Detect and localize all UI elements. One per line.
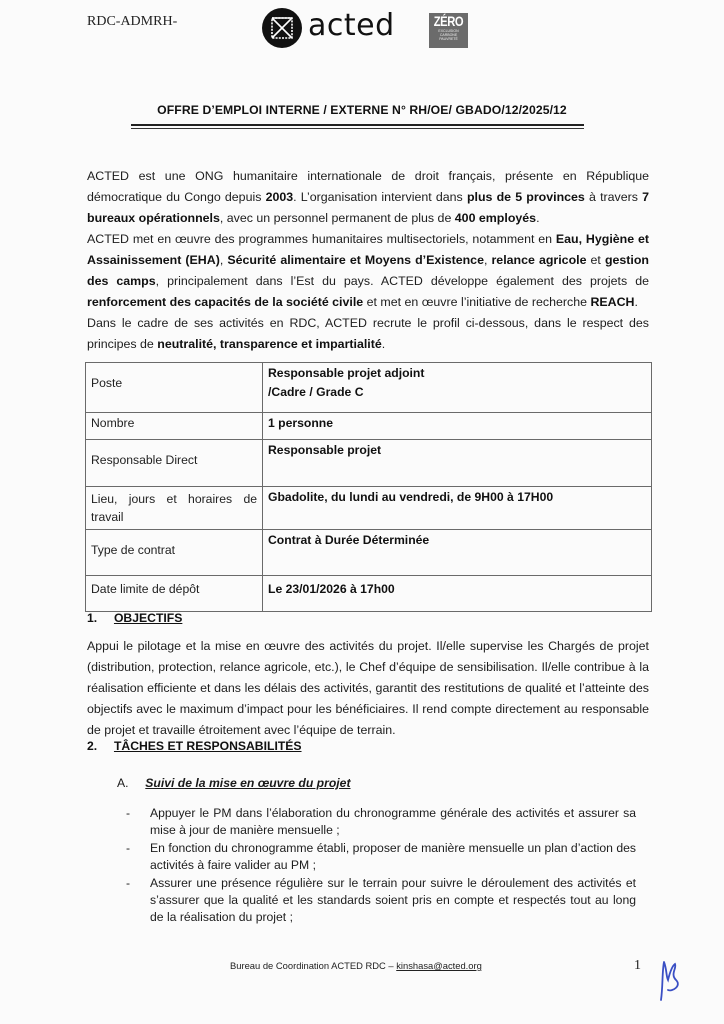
acted-logo-mark-icon — [262, 8, 302, 48]
zero-logo-main: ZÉRO — [433, 13, 464, 29]
bold-text-run: gestion des camps — [87, 253, 649, 288]
table-value: Le 23/01/2026 à 17h00 — [263, 576, 652, 612]
handwritten-initials-icon — [658, 958, 684, 1009]
intro-paragraph-2 — [87, 229, 649, 313]
bullet-text: Appuyer le PM dans l’élaboration du chronogramme générale des activités et assurer sa mise à jour de manière mensuelle ; — [150, 806, 636, 838]
table-value: Contrat à Durée Déterminée — [263, 530, 652, 576]
table-row-date-limite — [86, 576, 652, 612]
table-key: Responsable Direct — [86, 440, 263, 487]
subsection-heading-suivi — [117, 776, 351, 790]
table-key: Lieu, jours et horaires de travail — [86, 487, 263, 530]
job-offer-title: OFFRE D’EMPLOI INTERNE / EXTERNE N° RH/OE/ GBADO/12/2025/12 — [157, 103, 567, 117]
footer-text: Bureau de Coordination ACTED RDC – — [230, 960, 397, 971]
task-bullet-list — [126, 805, 636, 927]
title-rule-top — [131, 124, 584, 126]
table-value: 1 personne — [263, 413, 652, 440]
bold-text-run: relance agricole — [491, 253, 587, 267]
table-key: Type de contrat — [86, 530, 263, 576]
table-value: Gbadolite, du lundi au vendredi, de 9H00 à 17H00 — [263, 487, 652, 530]
section-heading-taches — [87, 739, 302, 753]
zero-logo-sub: EXCLUSION CARBONE PAUVRETÉ — [438, 29, 459, 42]
bold-text-run: 2003 — [265, 190, 294, 204]
bold-text-run: neutralité, transparence et impartialité — [157, 337, 382, 351]
text-run: , principalement dans l’Est du pays. ACTED développe également des projets de — [155, 274, 650, 288]
bold-text-run: plus de 5 provinces — [466, 190, 585, 204]
intro-paragraph-3 — [87, 313, 649, 355]
poste-grade: /Cadre / Grade C — [268, 385, 364, 399]
bold-text-run: 7 bureaux opérationnels — [87, 190, 650, 225]
page-footer — [230, 960, 482, 971]
table-row-lieu — [86, 487, 652, 530]
text-run: . — [634, 295, 638, 309]
job-info-table — [85, 362, 652, 612]
objectifs-text: Appui le pilotage et la mise en œuvre des activités du projet. Il/elle supervise les Chargés de projet (distribution, protection, relance agricole, etc.), le Chef d’équipe de sensibilisation. Il/elle contribue à la réalisation efficiente et dans les délais des activités, garantit des restitutions de qualité et l’atteinte des objectifs avec le maximum d’impact pour les bénéficiaires. Il rend compte directement au responsable de projet et travaille étroitement avec l’équipe de terrain. — [87, 639, 649, 737]
bold-text-run: REACH — [590, 295, 635, 309]
bullet-text: En fonction du chronogramme établi, proposer de manière mensuelle un plan d’action des activités à faire valider au PM ; — [150, 840, 636, 873]
text-run: à travers — [584, 190, 643, 204]
table-key: Poste — [86, 363, 263, 413]
acted-logo-text: acted — [308, 8, 395, 43]
list-item — [126, 805, 636, 840]
table-key: Nombre — [86, 413, 263, 440]
table-row-nombre — [86, 413, 652, 440]
text-run: et met en œuvre l’initiative de recherche — [363, 295, 591, 309]
table-row-poste — [86, 363, 652, 413]
table-value: Responsable projet — [263, 440, 652, 487]
text-run: . — [381, 337, 386, 351]
list-item — [126, 840, 636, 875]
section-title: TÂCHES ET RESPONSABILITÉS — [113, 739, 302, 753]
text-run: ACTED met en œuvre des programmes humanitaires multisectoriels, notamment en — [87, 232, 556, 246]
bold-text-run: Sécurité alimentaire et Moyens d’Existence — [227, 253, 484, 267]
bold-text-run: Eau, Hygiène et Assainissement (EHA) — [87, 232, 649, 267]
text-run: , — [219, 253, 228, 267]
bold-text-run: 400 employés — [454, 211, 537, 225]
subsection-title: Suivi de la mise en œuvre du projet — [145, 776, 351, 790]
bullet-dash: - — [126, 875, 131, 890]
bullet-dash: - — [126, 840, 131, 855]
subsection-letter: A. — [117, 776, 129, 790]
table-key: Date limite de dépôt — [86, 576, 263, 612]
bullet-dash: - — [126, 806, 131, 820]
section-number: 1. — [87, 611, 98, 625]
text-run: ACTED est une ONG humanitaire internationale de droit français, présente en République démocratique du Congo depuis — [87, 169, 649, 204]
text-run: , — [483, 253, 492, 267]
document-reference: RDC-ADMRH- — [87, 14, 178, 29]
text-run: . — [536, 211, 540, 225]
text-run: et — [586, 253, 605, 267]
bullet-text: Assurer une présence régulière sur le terrain pour suivre le déroulement des activités et s’assurer que la qualité et les standards soient pris en compte et respectés tout au long de la réalisation du projet ; — [150, 875, 636, 925]
intro-text — [87, 166, 649, 355]
poste-title: Responsable projet adjoint — [268, 366, 425, 380]
list-item — [126, 875, 636, 927]
table-value — [263, 363, 652, 413]
intro-paragraph-1 — [87, 166, 649, 229]
zero-partner-logo — [429, 13, 468, 48]
acted-logo — [262, 8, 395, 48]
text-run: . L’organisation intervient dans — [293, 190, 467, 204]
table-row-type-contrat — [86, 530, 652, 576]
table-row-responsable-direct — [86, 440, 652, 487]
text-run: , avec un personnel permanent de plus de — [219, 211, 455, 225]
text-run: Dans le cadre de ses activités en RDC, ACTED recrute le profil ci-dessous, dans le respect des principes de — [87, 316, 649, 351]
section-number: 2. — [87, 739, 98, 753]
footer-email-link[interactable]: kinshasa@acted.org — [396, 960, 482, 971]
page-number: 1 — [634, 958, 641, 973]
bold-text-run: renforcement des capacités de la société civile — [87, 295, 364, 309]
title-rule-bottom — [131, 128, 584, 130]
section-heading-objectifs — [87, 611, 182, 625]
section-title: OBJECTIFS — [113, 611, 183, 625]
